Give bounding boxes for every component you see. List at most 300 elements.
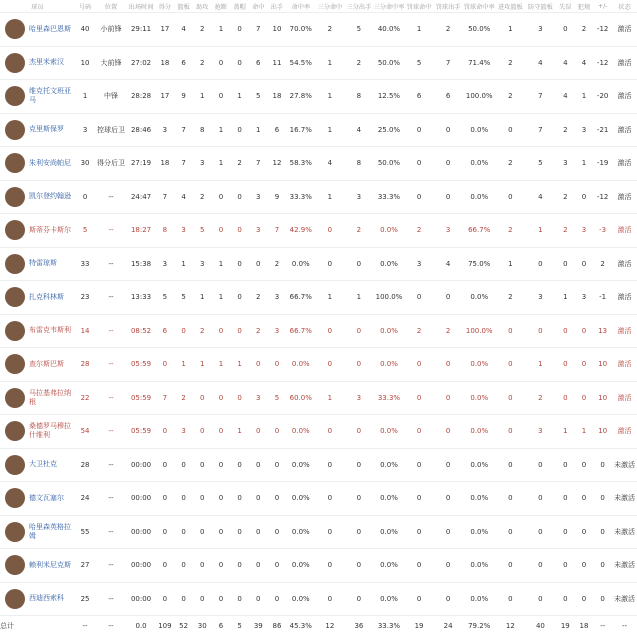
stat-cell: 0.0% bbox=[373, 214, 404, 248]
stat-cell: 0 bbox=[344, 549, 373, 583]
stat-cell: 0 bbox=[174, 482, 193, 516]
stat-cell: 1 bbox=[212, 247, 231, 281]
stat-cell: 28 bbox=[75, 448, 96, 482]
stat-cell: 1 bbox=[525, 348, 556, 382]
total-cell: 79.2% bbox=[463, 616, 496, 636]
column-header[interactable]: 状态 bbox=[612, 0, 637, 13]
stat-cell: 7 bbox=[156, 381, 175, 415]
stat-cell: 未激活 bbox=[612, 448, 637, 482]
stat-cell: 27.8% bbox=[286, 80, 315, 114]
stat-cell: 0.0% bbox=[286, 515, 315, 549]
player-name-link[interactable]: 赖利米尼克斯 bbox=[29, 561, 71, 570]
stat-cell: 小前锋 bbox=[95, 13, 126, 47]
stat-cell: 0 bbox=[405, 281, 434, 315]
stat-cell: 0 bbox=[405, 582, 434, 616]
stat-cell: 7 bbox=[525, 113, 556, 147]
player-name-link[interactable]: 朱利安尚帕尼 bbox=[29, 159, 71, 168]
stat-cell: 0 bbox=[434, 415, 463, 449]
stat-cell: 3 bbox=[75, 113, 96, 147]
total-cell: 40 bbox=[525, 616, 556, 636]
stat-cell: 60.0% bbox=[286, 381, 315, 415]
stat-cell: 2 bbox=[593, 247, 612, 281]
player-row[interactable] bbox=[0, 113, 637, 147]
player-avatar bbox=[5, 555, 25, 575]
stat-cell: 0 bbox=[434, 348, 463, 382]
stat-cell: 0 bbox=[556, 482, 575, 516]
stat-cell: 6 bbox=[249, 46, 268, 80]
stat-cell: 0.0% bbox=[286, 549, 315, 583]
player-name-link[interactable]: 哈里森英格拉姆 bbox=[29, 523, 75, 541]
stat-cell: 6 bbox=[174, 46, 193, 80]
stat-cell: 6 bbox=[405, 80, 434, 114]
stat-cell: 0 bbox=[268, 582, 287, 616]
stat-cell: 71.4% bbox=[463, 46, 496, 80]
stat-cell: 0 bbox=[575, 582, 594, 616]
column-header[interactable]: +/- bbox=[593, 0, 612, 13]
stat-cell: 0 bbox=[230, 381, 249, 415]
stat-cell: 0 bbox=[496, 180, 525, 214]
stat-cell: 8 bbox=[156, 214, 175, 248]
stat-cell: 0 bbox=[315, 247, 344, 281]
stat-cell: -- bbox=[95, 448, 126, 482]
player-name-link[interactable]: 西迪西索科 bbox=[29, 594, 64, 603]
stat-cell: 0 bbox=[268, 515, 287, 549]
stat-cell: 0 bbox=[405, 515, 434, 549]
stat-cell: 33 bbox=[75, 247, 96, 281]
stat-cell: 05:59 bbox=[127, 348, 156, 382]
column-header[interactable]: 篮板 bbox=[174, 0, 193, 13]
column-header[interactable]: 失误 bbox=[556, 0, 575, 13]
player-row[interactable] bbox=[0, 515, 637, 549]
stat-cell: 0 bbox=[193, 381, 212, 415]
stat-cell: 00:00 bbox=[127, 582, 156, 616]
stat-cell: 0 bbox=[496, 314, 525, 348]
player-name-link[interactable]: 扎克科林斯 bbox=[29, 293, 64, 302]
stat-cell: 3 bbox=[156, 247, 175, 281]
player-avatar bbox=[5, 187, 25, 207]
stat-cell: 1 bbox=[315, 180, 344, 214]
stat-cell: 54 bbox=[75, 415, 96, 449]
total-cell: 39 bbox=[249, 616, 268, 636]
stat-cell: 0 bbox=[496, 113, 525, 147]
stat-cell: 0 bbox=[434, 549, 463, 583]
player-name-link[interactable]: 克里斯保罗 bbox=[29, 125, 64, 134]
stat-cell: 10 bbox=[268, 13, 287, 47]
stat-cell: 0 bbox=[593, 482, 612, 516]
stat-cell: 28:28 bbox=[127, 80, 156, 114]
player-avatar bbox=[5, 589, 25, 609]
stat-cell: 0 bbox=[75, 180, 96, 214]
player-row[interactable] bbox=[0, 281, 637, 315]
stat-cell: 27 bbox=[75, 549, 96, 583]
stat-cell: 0.0% bbox=[373, 415, 404, 449]
stat-cell: 6 bbox=[434, 80, 463, 114]
stat-cell: 1 bbox=[575, 80, 594, 114]
stat-cell: 40 bbox=[75, 13, 96, 47]
stat-cell: 0 bbox=[315, 482, 344, 516]
stat-cell: 大前锋 bbox=[95, 46, 126, 80]
stat-cell: 0 bbox=[315, 515, 344, 549]
column-header[interactable]: 罚球出手 bbox=[434, 0, 463, 13]
stat-cell: 0 bbox=[405, 482, 434, 516]
stat-cell: 17 bbox=[156, 80, 175, 114]
player-cell bbox=[0, 515, 75, 549]
player-name-link[interactable]: 德文瓦塞尔 bbox=[29, 494, 64, 503]
stat-cell: 3 bbox=[193, 247, 212, 281]
player-avatar bbox=[5, 488, 25, 508]
column-header[interactable]: 命中 bbox=[249, 0, 268, 13]
stat-cell: 0 bbox=[556, 348, 575, 382]
column-header[interactable]: 出场时间 bbox=[127, 0, 156, 13]
stat-cell: 0.0% bbox=[463, 582, 496, 616]
stat-cell: 18 bbox=[156, 147, 175, 181]
stat-cell: 0 bbox=[230, 214, 249, 248]
stat-cell: 0 bbox=[496, 415, 525, 449]
stat-cell: 0 bbox=[434, 147, 463, 181]
stat-cell: 7 bbox=[174, 113, 193, 147]
player-row[interactable] bbox=[0, 381, 637, 415]
stat-cell: 4 bbox=[556, 46, 575, 80]
stat-cell: 7 bbox=[525, 80, 556, 114]
stat-cell: 0.0% bbox=[463, 348, 496, 382]
stat-cell: 0 bbox=[156, 415, 175, 449]
stat-cell: 未激活 bbox=[612, 549, 637, 583]
stat-cell: 14 bbox=[75, 314, 96, 348]
stat-cell: 3 bbox=[174, 415, 193, 449]
stat-cell: 0 bbox=[174, 448, 193, 482]
stat-cell: 0 bbox=[405, 147, 434, 181]
player-row[interactable] bbox=[0, 348, 637, 382]
stat-cell: 1 bbox=[525, 214, 556, 248]
player-row[interactable] bbox=[0, 549, 637, 583]
column-header[interactable]: 盖帽 bbox=[230, 0, 249, 13]
stat-cell: 33.3% bbox=[286, 180, 315, 214]
stat-cell: 0 bbox=[405, 113, 434, 147]
stat-cell: 54.5% bbox=[286, 46, 315, 80]
stat-cell: 00:00 bbox=[127, 549, 156, 583]
stat-cell: 激活 bbox=[612, 281, 637, 315]
player-cell bbox=[0, 448, 75, 482]
stat-cell: 2 bbox=[268, 247, 287, 281]
stat-cell: -- bbox=[95, 180, 126, 214]
player-avatar bbox=[5, 220, 25, 240]
stat-cell: 0 bbox=[525, 314, 556, 348]
total-cell: 0.0 bbox=[127, 616, 156, 636]
stat-cell: 2 bbox=[344, 46, 373, 80]
total-cell: 45.3% bbox=[286, 616, 315, 636]
stat-cell: 0.0% bbox=[463, 180, 496, 214]
stat-cell: 0 bbox=[230, 180, 249, 214]
stat-cell: 00:00 bbox=[127, 448, 156, 482]
stat-cell: 1 bbox=[249, 113, 268, 147]
stat-cell: 0 bbox=[434, 180, 463, 214]
stat-cell: 0 bbox=[212, 214, 231, 248]
column-header[interactable]: 位置 bbox=[95, 0, 126, 13]
column-header[interactable]: 出手 bbox=[268, 0, 287, 13]
column-header[interactable]: 防守篮板 bbox=[525, 0, 556, 13]
player-name-link[interactable]: 大卫杜克 bbox=[29, 460, 57, 469]
player-avatar bbox=[5, 455, 25, 475]
stat-cell: 5 bbox=[193, 214, 212, 248]
stat-cell: 0 bbox=[230, 13, 249, 47]
stat-cell: 100.0% bbox=[463, 80, 496, 114]
stat-cell: 18 bbox=[156, 46, 175, 80]
column-header[interactable]: 号码 bbox=[75, 0, 96, 13]
stat-cell: 0 bbox=[268, 482, 287, 516]
stat-cell: 0 bbox=[405, 381, 434, 415]
player-cell bbox=[0, 147, 75, 181]
stat-cell: 1 bbox=[212, 147, 231, 181]
stat-cell: 1 bbox=[344, 281, 373, 315]
column-header[interactable]: 罚球命中 bbox=[405, 0, 434, 13]
stat-cell: 0.0% bbox=[463, 281, 496, 315]
player-row[interactable] bbox=[0, 482, 637, 516]
stat-cell: 0 bbox=[212, 515, 231, 549]
stat-cell: 0 bbox=[315, 314, 344, 348]
stat-cell: 0 bbox=[434, 281, 463, 315]
stat-cell: 5 bbox=[249, 80, 268, 114]
stat-cell: 12 bbox=[268, 147, 287, 181]
player-row[interactable] bbox=[0, 147, 637, 181]
player-avatar bbox=[5, 86, 25, 106]
stat-cell: 0 bbox=[496, 549, 525, 583]
player-row[interactable] bbox=[0, 180, 637, 214]
column-header[interactable]: 命中率 bbox=[286, 0, 315, 13]
player-name-link[interactable]: 凯尔登约翰逊 bbox=[29, 192, 71, 201]
stat-cell: 0 bbox=[193, 515, 212, 549]
stat-cell: 100.0% bbox=[463, 314, 496, 348]
stat-cell: 0 bbox=[212, 80, 231, 114]
stat-cell: 1 bbox=[315, 113, 344, 147]
stat-cell: -- bbox=[95, 247, 126, 281]
stat-cell: 0 bbox=[230, 247, 249, 281]
column-header[interactable]: 三分命中 bbox=[315, 0, 344, 13]
stat-cell: 0 bbox=[496, 515, 525, 549]
stat-cell: 0 bbox=[174, 582, 193, 616]
stat-cell: 0 bbox=[212, 549, 231, 583]
stat-cell: 1 bbox=[556, 281, 575, 315]
column-header[interactable]: 得分 bbox=[156, 0, 175, 13]
stat-cell: -1 bbox=[593, 281, 612, 315]
stat-cell: 0 bbox=[249, 348, 268, 382]
stat-cell: 0 bbox=[212, 482, 231, 516]
stat-cell: 1 bbox=[212, 13, 231, 47]
stat-cell: 1 bbox=[174, 348, 193, 382]
stat-cell: 0 bbox=[212, 582, 231, 616]
player-cell bbox=[0, 314, 75, 348]
stat-cell: 7 bbox=[268, 214, 287, 248]
stat-cell: 0 bbox=[525, 482, 556, 516]
stat-cell: 0.0% bbox=[286, 448, 315, 482]
player-cell bbox=[0, 281, 75, 315]
stat-cell: 3 bbox=[249, 381, 268, 415]
stat-cell: 激活 bbox=[612, 80, 637, 114]
stat-cell: 33.3% bbox=[373, 180, 404, 214]
total-cell: 109 bbox=[156, 616, 175, 636]
stat-cell: -- bbox=[95, 515, 126, 549]
stat-cell: 1 bbox=[75, 80, 96, 114]
stat-cell: 2 bbox=[249, 281, 268, 315]
stat-cell: 9 bbox=[268, 180, 287, 214]
player-row[interactable] bbox=[0, 13, 637, 47]
stat-cell: 0 bbox=[405, 415, 434, 449]
stat-cell: 0.0% bbox=[373, 482, 404, 516]
stat-cell: 2 bbox=[405, 214, 434, 248]
stat-cell: 0.0% bbox=[286, 582, 315, 616]
player-cell bbox=[0, 80, 75, 114]
total-row bbox=[0, 616, 637, 636]
player-row[interactable] bbox=[0, 314, 637, 348]
player-cell bbox=[0, 180, 75, 214]
stat-cell: 0.0% bbox=[463, 482, 496, 516]
stat-cell: 5 bbox=[156, 281, 175, 315]
player-name-link[interactable]: 布雷克韦斯利 bbox=[29, 326, 71, 335]
player-name-link[interactable]: 斯蒂芬卡斯尔 bbox=[29, 226, 71, 235]
column-header[interactable]: 三分命中率 bbox=[373, 0, 404, 13]
stat-cell: 4 bbox=[174, 180, 193, 214]
stat-cell: 得分后卫 bbox=[95, 147, 126, 181]
total-cell: 36 bbox=[344, 616, 373, 636]
stat-cell: 0 bbox=[525, 448, 556, 482]
stat-cell: 0 bbox=[193, 415, 212, 449]
stat-cell: 0.0% bbox=[463, 415, 496, 449]
column-header[interactable]: 助攻 bbox=[193, 0, 212, 13]
stat-cell: 0 bbox=[156, 448, 175, 482]
stat-cell: 1 bbox=[212, 113, 231, 147]
player-avatar bbox=[5, 354, 25, 374]
player-name-link[interactable]: 特雷琼斯 bbox=[29, 259, 57, 268]
player-row[interactable] bbox=[0, 582, 637, 616]
stat-cell: 3 bbox=[249, 180, 268, 214]
column-header[interactable]: 罚球命中率 bbox=[463, 0, 496, 13]
player-avatar bbox=[5, 421, 25, 441]
player-row[interactable] bbox=[0, 448, 637, 482]
stat-cell: 0 bbox=[193, 582, 212, 616]
player-name-link[interactable]: 维克托文班亚马 bbox=[29, 87, 75, 105]
player-avatar bbox=[5, 388, 25, 408]
stat-cell: 0 bbox=[268, 348, 287, 382]
column-header[interactable]: 球员 bbox=[0, 0, 75, 13]
player-name-link[interactable]: 查尔斯巴斯 bbox=[29, 360, 64, 369]
stat-cell: 0 bbox=[344, 415, 373, 449]
stat-cell: 0 bbox=[575, 448, 594, 482]
stat-cell: 0 bbox=[156, 582, 175, 616]
stat-cell: 0.0% bbox=[286, 482, 315, 516]
player-avatar bbox=[5, 53, 25, 73]
player-name-link[interactable]: 哈里森巴恩斯 bbox=[29, 25, 71, 34]
player-row[interactable] bbox=[0, 214, 637, 248]
column-header[interactable]: 犯规 bbox=[575, 0, 594, 13]
total-cell: -- bbox=[593, 616, 612, 636]
column-header[interactable]: 抢断 bbox=[212, 0, 231, 13]
total-cell: -- bbox=[75, 616, 96, 636]
stat-cell: 0 bbox=[556, 448, 575, 482]
stat-cell: 7 bbox=[249, 13, 268, 47]
stat-cell: 0 bbox=[315, 549, 344, 583]
stat-cell: 18 bbox=[268, 80, 287, 114]
stat-cell: 0 bbox=[344, 482, 373, 516]
stat-cell: 3 bbox=[268, 314, 287, 348]
column-header[interactable]: 进攻篮板 bbox=[496, 0, 525, 13]
player-name-link[interactable]: 桑德罗马穆拉什维利 bbox=[29, 422, 75, 440]
stat-cell: 0.0% bbox=[463, 381, 496, 415]
player-cell bbox=[0, 582, 75, 616]
stat-cell: 0 bbox=[212, 415, 231, 449]
stat-cell: 27:02 bbox=[127, 46, 156, 80]
stat-cell: 2 bbox=[193, 13, 212, 47]
stat-cell: 13:33 bbox=[127, 281, 156, 315]
player-row[interactable] bbox=[0, 247, 637, 281]
stat-cell: 2 bbox=[193, 46, 212, 80]
total-cell: 12 bbox=[315, 616, 344, 636]
stat-cell: 00:00 bbox=[127, 515, 156, 549]
stat-cell: 0 bbox=[230, 113, 249, 147]
column-header[interactable]: 三分出手 bbox=[344, 0, 373, 13]
stat-cell: 13 bbox=[593, 314, 612, 348]
total-cell: 19 bbox=[556, 616, 575, 636]
stat-cell: 0 bbox=[249, 247, 268, 281]
player-name-link[interactable]: 杰里米索汉 bbox=[29, 58, 64, 67]
stat-cell: 5 bbox=[525, 147, 556, 181]
stat-cell: 0 bbox=[575, 482, 594, 516]
stat-cell: 0 bbox=[575, 549, 594, 583]
stat-cell: 12.5% bbox=[373, 80, 404, 114]
stat-cell: 0 bbox=[556, 582, 575, 616]
stat-cell: 17 bbox=[156, 13, 175, 47]
stat-cell: 9 bbox=[174, 80, 193, 114]
player-row[interactable] bbox=[0, 46, 637, 80]
stat-cell: 55 bbox=[75, 515, 96, 549]
stat-cell: 1 bbox=[174, 247, 193, 281]
stat-cell: 4 bbox=[525, 46, 556, 80]
stat-cell: 0.0% bbox=[373, 515, 404, 549]
stat-cell: 27:19 bbox=[127, 147, 156, 181]
player-row[interactable] bbox=[0, 415, 637, 449]
stat-cell: 3 bbox=[344, 180, 373, 214]
stat-cell: 2 bbox=[556, 214, 575, 248]
stat-cell: 0 bbox=[405, 348, 434, 382]
header-row bbox=[0, 0, 637, 13]
player-avatar bbox=[5, 153, 25, 173]
stat-cell: 75.0% bbox=[463, 247, 496, 281]
stat-cell: -21 bbox=[593, 113, 612, 147]
stat-cell: 1 bbox=[193, 80, 212, 114]
player-avatar bbox=[5, 522, 25, 542]
player-name-link[interactable]: 马拉基弗拉纳根 bbox=[29, 389, 75, 407]
stat-cell: 2 bbox=[496, 46, 525, 80]
stat-cell: 66.7% bbox=[286, 281, 315, 315]
stat-cell: 0 bbox=[315, 214, 344, 248]
player-cell bbox=[0, 348, 75, 382]
stat-cell: 2 bbox=[496, 80, 525, 114]
player-avatar bbox=[5, 287, 25, 307]
stat-cell: 2 bbox=[193, 180, 212, 214]
stat-cell: -19 bbox=[593, 147, 612, 181]
player-row[interactable] bbox=[0, 80, 637, 114]
stat-cell: 0 bbox=[434, 381, 463, 415]
stat-cell: 3 bbox=[525, 415, 556, 449]
stat-cell: 4 bbox=[434, 247, 463, 281]
stat-cell: 0 bbox=[556, 515, 575, 549]
stat-cell: 58.3% bbox=[286, 147, 315, 181]
stat-cell: 0 bbox=[593, 448, 612, 482]
stat-cell: 0 bbox=[593, 515, 612, 549]
stat-cell: 50.0% bbox=[463, 13, 496, 47]
stat-cell: 0 bbox=[174, 515, 193, 549]
stat-cell: 33.3% bbox=[373, 381, 404, 415]
stat-cell: 0 bbox=[344, 348, 373, 382]
total-cell: 33.3% bbox=[373, 616, 404, 636]
